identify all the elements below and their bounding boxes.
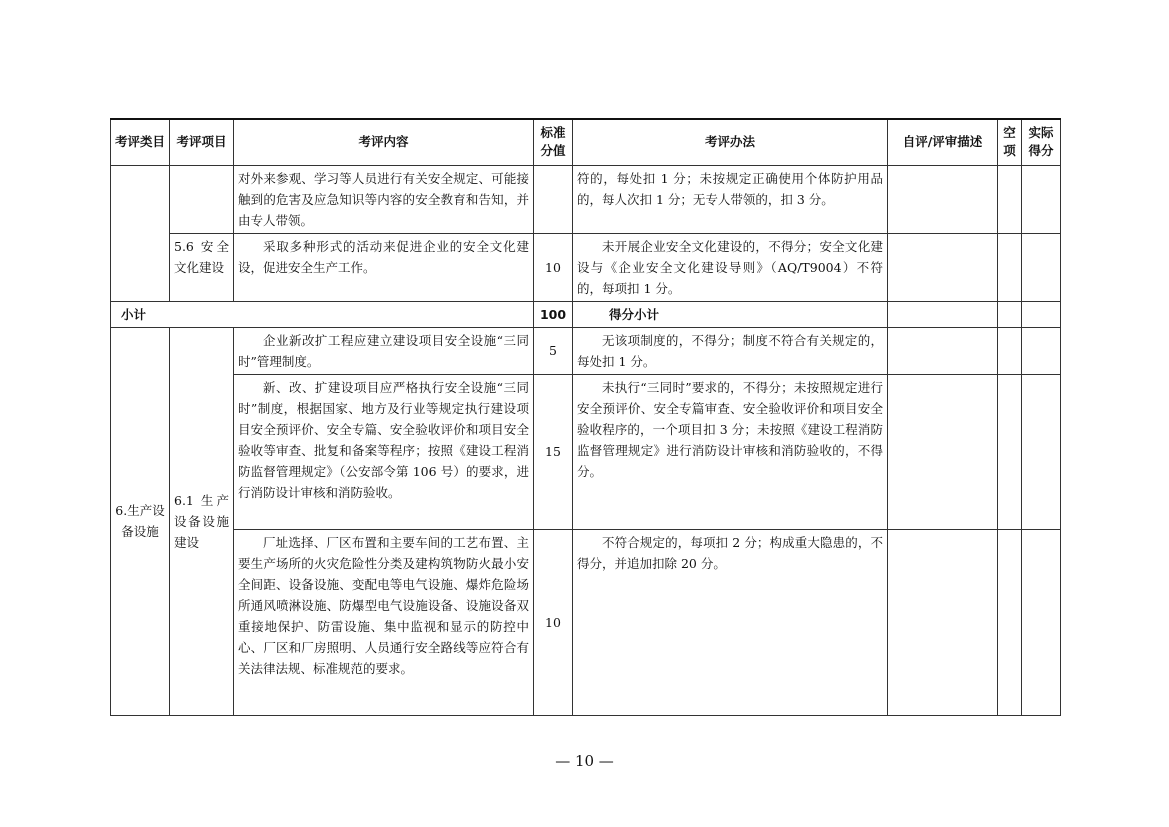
header-actual: 实际得分: [1022, 119, 1061, 165]
header-self-review: 自评/评审描述: [888, 119, 998, 165]
self-review-cell[interactable]: [888, 529, 998, 715]
self-review-cell[interactable]: [888, 233, 998, 301]
empty-item-cell[interactable]: [998, 301, 1022, 327]
score-cell: 5: [534, 327, 573, 374]
evaluation-table-container: [110, 118, 1061, 716]
table-row: [111, 165, 1061, 233]
method-cell: 无该项制度的，不得分；制度不符合有关规定的，每处扣 1 分。: [573, 327, 888, 374]
evaluation-table: [110, 118, 1061, 716]
content-cell: 新、改、扩建设项目应严格执行安全设施“三同时”制度，根据国家、地方及行业等规定执行建设项目安全预评价、安全专篇、安全验收评价和项目安全验收等审查、批复和备案等程序；按照《建设工程消防监督管理规定》（公安部令第 106 号）的要求，进行消防设计审核和消防验收。: [234, 374, 534, 529]
actual-score-cell[interactable]: [1022, 165, 1061, 233]
page-number: — 10 —: [555, 752, 614, 770]
header-empty: 空项: [998, 119, 1022, 165]
table-row: [111, 374, 1061, 529]
item-cell: 6.1 生产设备设施建设: [170, 327, 234, 715]
self-review-cell[interactable]: [888, 374, 998, 529]
table-row: [111, 327, 1061, 374]
actual-score-cell[interactable]: [1022, 374, 1061, 529]
method-cell: 不符合规定的，每项扣 2 分；构成重大隐患的，不得分，并追加扣除 20 分。: [573, 529, 888, 715]
empty-item-cell[interactable]: [998, 165, 1022, 233]
item-cell-empty: [170, 165, 234, 233]
content-cell: 企业新改扩工程应建立建设项目安全设施“三同时”管理制度。: [234, 327, 534, 374]
actual-score-cell[interactable]: [1022, 233, 1061, 301]
header-content: 考评内容: [234, 119, 534, 165]
content-cell: 采取多种形式的活动来促进企业的安全文化建设，促进安全生产工作。: [234, 233, 534, 301]
empty-item-cell[interactable]: [998, 374, 1022, 529]
header-item: 考评项目: [170, 119, 234, 165]
header-method: 考评办法: [573, 119, 888, 165]
self-review-cell[interactable]: [888, 165, 998, 233]
item-cell: 5.6 安全文化建设: [170, 233, 234, 301]
score-cell-empty: [534, 165, 573, 233]
header-category: 考评类目: [111, 119, 170, 165]
method-cell: 未开展企业安全文化建设的，不得分；安全文化建设与《企业安全文化建设导则》（AQ/T9004）不符的，每项扣 1 分。: [573, 233, 888, 301]
actual-score-cell[interactable]: [1022, 529, 1061, 715]
actual-score-cell[interactable]: [1022, 301, 1061, 327]
header-row: [111, 119, 1061, 165]
self-review-cell[interactable]: [888, 301, 998, 327]
header-score: 标准分值: [534, 119, 573, 165]
self-review-cell[interactable]: [888, 327, 998, 374]
table-row: [111, 529, 1061, 715]
method-cell: 未执行“三同时”要求的，不得分；未按照规定进行安全预评价、安全专篇审查、安全验收评价和项目安全验收程序的，一个项目扣 3 分；未按照《建设工程消防监督管理规定》进行消防设计审核和消防验收的，不得分。: [573, 374, 888, 529]
subtotal-row: [111, 301, 1061, 327]
content-cell: 厂址选择、厂区布置和主要车间的工艺布置、主要生产场所的火灾危险性分类及建构筑物防火最小安全间距、设备设施、变配电等电气设施、爆炸危险场所通风喷淋设施、防爆型电气设施设备、设施设备双重接地保护、防雷设施、集中监视和显示的防控中心、厂区和厂房照明、人员通行安全路线等应符合有关法律法规、标准规范的要求。: [234, 529, 534, 715]
empty-item-cell[interactable]: [998, 327, 1022, 374]
category-cell: 6.生产设备设施: [111, 327, 170, 715]
subtotal-method: 得分小计: [573, 301, 888, 327]
empty-item-cell[interactable]: [998, 233, 1022, 301]
actual-score-cell[interactable]: [1022, 327, 1061, 374]
table-row: [111, 233, 1061, 301]
subtotal-label: 小计: [111, 301, 534, 327]
content-cell: 对外来参观、学习等人员进行有关安全规定、可能接触到的危害及应急知识等内容的安全教育和告知，并由专人带领。: [234, 165, 534, 233]
score-cell: 10: [534, 529, 573, 715]
subtotal-score: 100: [534, 301, 573, 327]
empty-item-cell[interactable]: [998, 529, 1022, 715]
method-cell: 符的，每处扣 1 分；未按规定正确使用个体防护用品的，每人次扣 1 分；无专人带领的，扣 3 分。: [573, 165, 888, 233]
category-cell-empty: [111, 165, 170, 301]
score-cell: 10: [534, 233, 573, 301]
score-cell: 15: [534, 374, 573, 529]
